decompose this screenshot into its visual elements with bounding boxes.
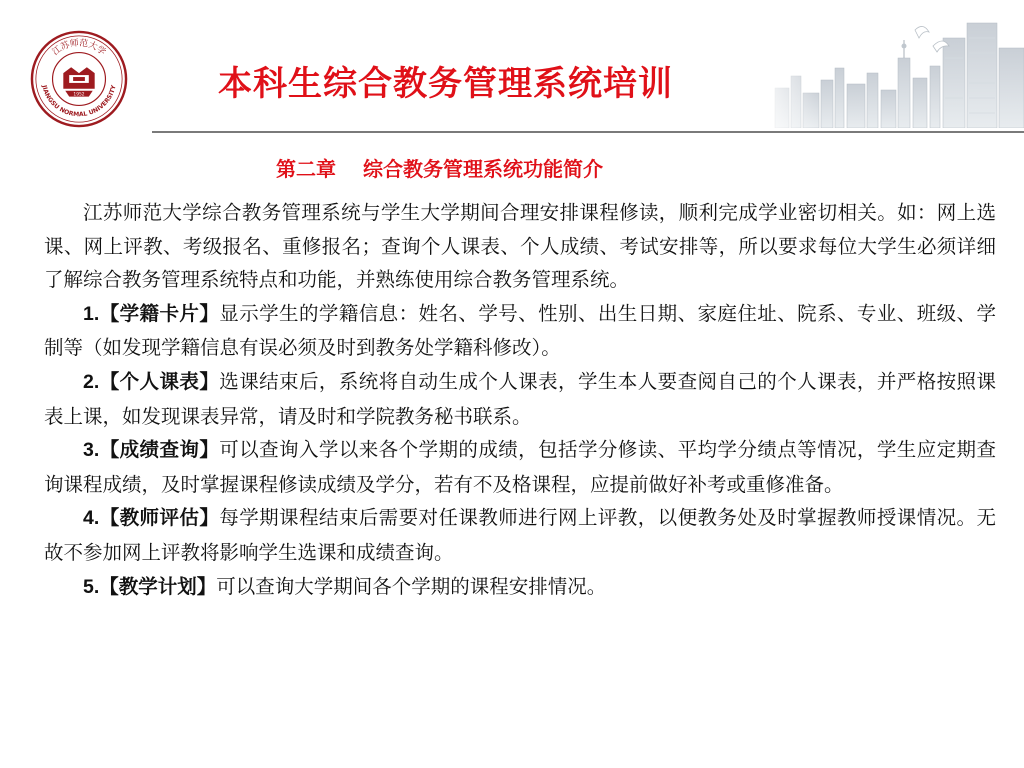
section-text: 选课结束后，系统将自动生成个人课表，学生本人要查阅自己的个人课表，并严格按照课表上课，如发现课表异常，请及时和学院教务秘书联系。 — [44, 369, 996, 428]
section-number: 5. — [83, 575, 100, 598]
section-text: 每学期课程结束后需要对任课教师进行网上评教，以便教务处及时掌握教师授课情况。无故不参加网上评教将影响学生选课和成绩查询。 — [44, 506, 996, 564]
intro-paragraph: 江苏师范大学综合教务管理系统与学生大学期间合理安排课程修读，顺利完成学业密切相关。如：网上选课、网上评教、考级报名、重修报名；查询个人课表、个人成绩、考试安排等，所以要求每位大学生必须详细了解综合教务管理系统特点和功能，并熟练使用综合教务管理系统。 — [44, 201, 996, 292]
section-item — [44, 501, 996, 569]
section-label: 【学籍卡片】 — [99, 301, 220, 325]
section-item — [44, 365, 996, 433]
section-label: 【教学计划】 — [99, 574, 217, 598]
seal-year: 1952 — [73, 92, 85, 98]
section-label: 【个人课表】 — [99, 369, 220, 393]
section-text: 可以查询入学以来各个学期的成绩，包括学分修读、平均学分绩点等情况，学生应定期查询课程成绩，及时掌握课程修读成绩及学分，若有不及格课程，应提前做好补考或重修准备。 — [44, 438, 996, 496]
section-label: 【成绩查询】 — [99, 438, 220, 462]
university-seal-icon — [30, 30, 128, 128]
section-item — [44, 297, 996, 365]
slide-title: 本科生综合教务管理系统培训 — [218, 64, 673, 104]
city-skyline-with-doves-icon — [755, 18, 1024, 128]
section-item — [44, 433, 996, 501]
content-body — [44, 196, 996, 604]
section-text: 显示学生的学籍信息：姓名、学号、性别、出生日期、家庭住址、院系、专业、班级、学制等（如发现学籍信息有误必须及时到教务处学籍科修改）。 — [44, 301, 996, 360]
section-item — [44, 570, 996, 605]
header-divider — [152, 131, 1024, 133]
seal-text-bottom: JIANGSU NORMAL UNIVERSITY — [40, 84, 118, 119]
section-number: 4. — [83, 507, 100, 530]
seal-text-top: 江苏师范大学 — [50, 38, 108, 58]
chapter-heading: 第二章 综合教务管理系统功能简介 — [276, 157, 603, 181]
section-number: 2. — [83, 370, 100, 393]
section-label: 【教师评估】 — [99, 506, 220, 530]
section-number: 3. — [83, 439, 100, 462]
section-text: 可以查询大学期间各个学期的课程安排情况。 — [216, 574, 607, 598]
section-number: 1. — [83, 302, 100, 325]
